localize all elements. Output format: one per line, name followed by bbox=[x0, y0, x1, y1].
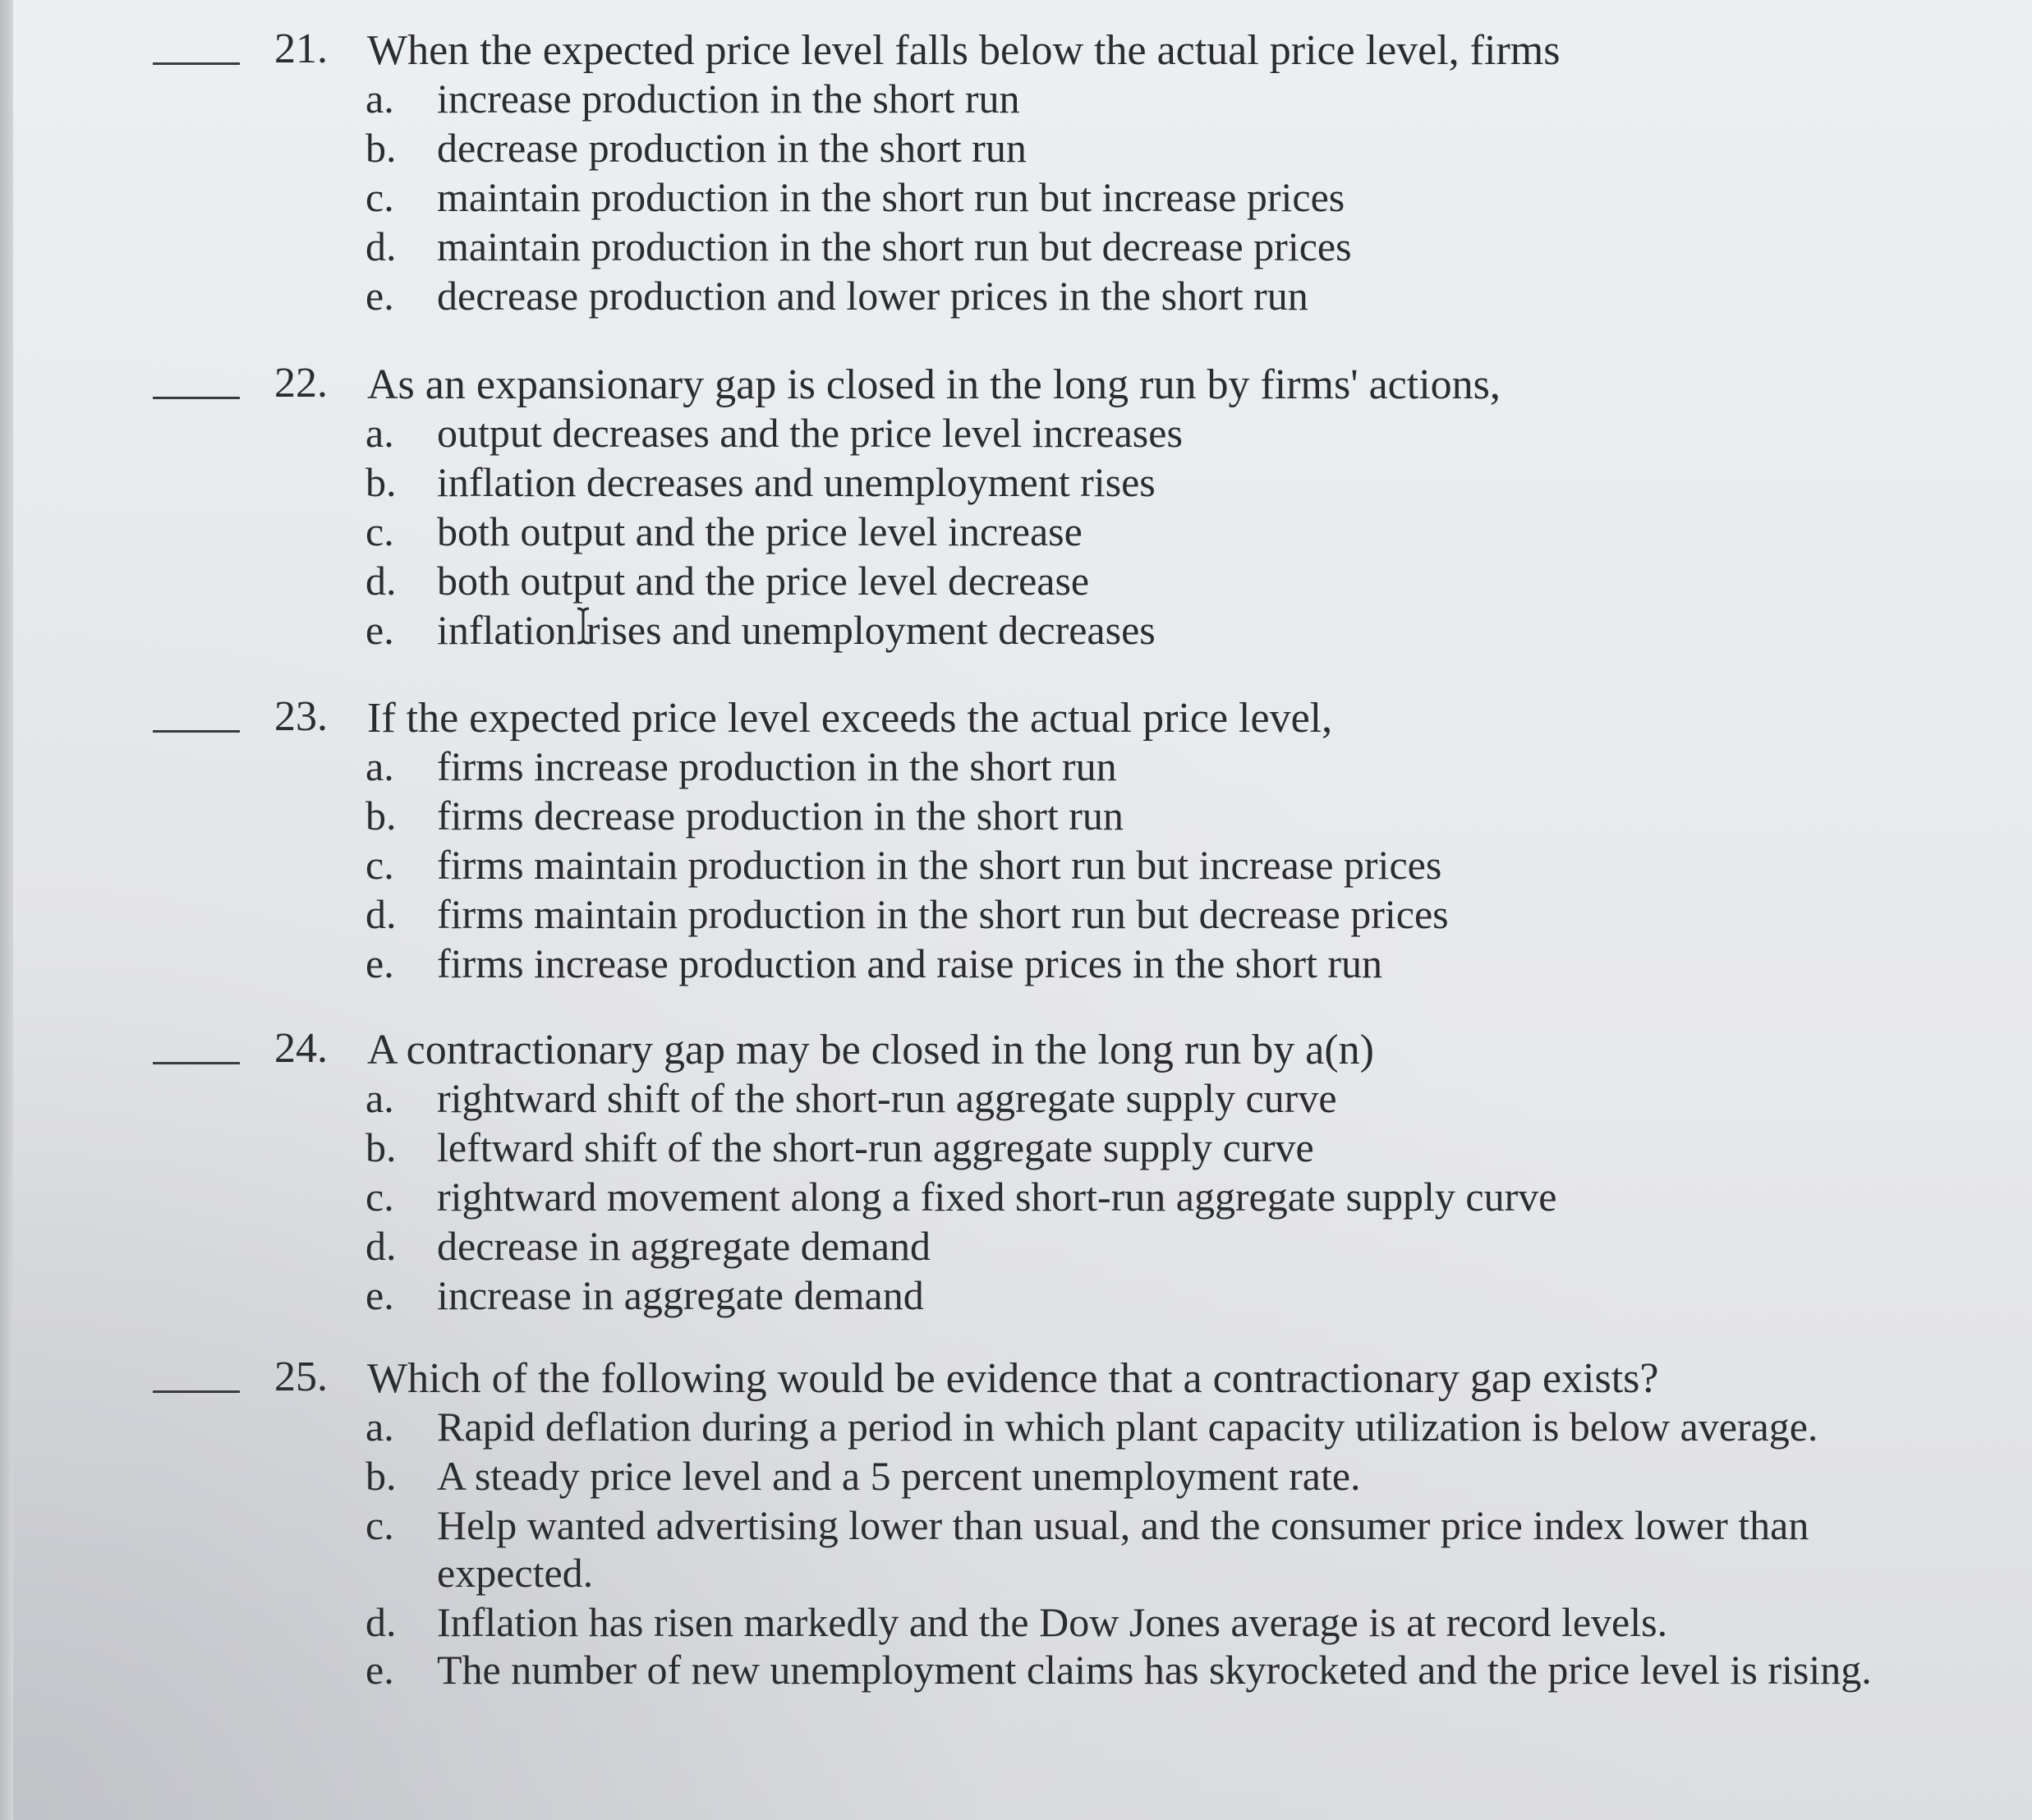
question-text: As an expansionary gap is closed in the long run by firms' actions, bbox=[367, 361, 1501, 408]
option-letter: b. bbox=[365, 1453, 397, 1499]
option-letter: e. bbox=[365, 607, 394, 653]
option-text: inflation rises and unemployment decreases bbox=[437, 607, 1156, 653]
option-letter: a. bbox=[365, 410, 394, 456]
answer-blank-24[interactable] bbox=[153, 1062, 240, 1064]
question-number: 24. bbox=[274, 1025, 328, 1072]
question-number: 21. bbox=[274, 25, 328, 72]
option-letter: a. bbox=[365, 1404, 394, 1450]
option-text: output decreases and the price level increases bbox=[437, 410, 1183, 456]
option-b[interactable] bbox=[0, 123, 2032, 172]
question-number: 22. bbox=[274, 360, 328, 407]
option-d[interactable] bbox=[0, 1597, 2032, 1647]
option-c[interactable] bbox=[0, 172, 2032, 222]
option-text: firms maintain production in the short run but decrease prices bbox=[437, 891, 1449, 937]
question-text: If the expected price level exceeds the actual price level, bbox=[367, 695, 1333, 742]
option-text: A steady price level and a 5 percent unemployment rate. bbox=[437, 1453, 1361, 1499]
option-letter: e. bbox=[365, 1647, 394, 1693]
question-text: Which of the following would be evidence that a contractionary gap exists? bbox=[367, 1355, 1659, 1402]
option-letter: e. bbox=[365, 940, 394, 986]
option-letter: b. bbox=[365, 1124, 397, 1170]
option-d[interactable] bbox=[0, 1221, 2032, 1271]
option-text: both output and the price level increase bbox=[437, 508, 1083, 554]
option-letter: b. bbox=[365, 459, 397, 505]
option-letter: a. bbox=[365, 743, 394, 789]
option-text: decrease production and lower prices in the short run bbox=[437, 273, 1308, 319]
option-letter: d. bbox=[365, 891, 397, 937]
option-e[interactable] bbox=[0, 1271, 2032, 1320]
option-text: increase production in the short run bbox=[437, 76, 1020, 122]
option-letter: d. bbox=[365, 1223, 397, 1269]
option-b[interactable] bbox=[0, 1123, 2032, 1172]
answer-blank-25[interactable] bbox=[153, 1390, 240, 1393]
option-letter: d. bbox=[365, 223, 397, 269]
option-text: decrease production in the short run bbox=[437, 125, 1027, 171]
option-letter: c. bbox=[365, 1174, 394, 1220]
option-b[interactable] bbox=[0, 791, 2032, 840]
option-letter: c. bbox=[365, 508, 394, 554]
option-text: firms increase production in the short run bbox=[437, 743, 1117, 789]
option-a[interactable] bbox=[0, 74, 2032, 123]
option-text: maintain production in the short run but decrease prices bbox=[437, 223, 1352, 269]
question-number: 23. bbox=[274, 693, 328, 740]
answer-blank-22[interactable] bbox=[153, 397, 240, 399]
option-text: Rapid deflation during a period in which plant capacity utilization is below average. bbox=[437, 1404, 1818, 1450]
option-letter: c. bbox=[365, 842, 394, 888]
option-letter: b. bbox=[365, 793, 397, 839]
option-letter: c. bbox=[365, 174, 394, 220]
option-d[interactable] bbox=[0, 556, 2032, 605]
option-letter: d. bbox=[365, 558, 397, 604]
option-c[interactable] bbox=[0, 507, 2032, 556]
option-text: decrease in aggregate demand bbox=[437, 1223, 931, 1269]
option-text: The number of new unemployment claims has skyrocketed and the price level is rising. bbox=[437, 1647, 1872, 1693]
option-letter: a. bbox=[365, 76, 394, 122]
option-b[interactable] bbox=[0, 1451, 2032, 1501]
option-d[interactable] bbox=[0, 889, 2032, 939]
option-e[interactable] bbox=[0, 271, 2032, 320]
option-c[interactable] bbox=[0, 1501, 2032, 1599]
option-letter: d. bbox=[365, 1599, 397, 1645]
option-text: rightward movement along a fixed short-run aggregate supply curve bbox=[437, 1174, 1557, 1220]
option-e[interactable] bbox=[0, 605, 2032, 655]
option-d[interactable] bbox=[0, 222, 2032, 271]
option-text: both output and the price level decrease bbox=[437, 558, 1090, 604]
option-letter: c. bbox=[365, 1502, 394, 1548]
option-a[interactable] bbox=[0, 408, 2032, 457]
option-letter: e. bbox=[365, 1272, 394, 1318]
option-a[interactable] bbox=[0, 1402, 2032, 1451]
option-a[interactable] bbox=[0, 1073, 2032, 1123]
option-letter: a. bbox=[365, 1075, 394, 1121]
option-text: increase in aggregate demand bbox=[437, 1272, 924, 1318]
option-a[interactable] bbox=[0, 742, 2032, 791]
question-text: When the expected price level falls below the actual price level, firms bbox=[367, 27, 1561, 74]
option-text: firms maintain production in the short run but increase prices bbox=[437, 842, 1442, 888]
option-text: inflation decreases and unemployment rises bbox=[437, 459, 1156, 505]
question-text: A contractionary gap may be closed in the long run by a(n) bbox=[367, 1027, 1374, 1073]
option-text: leftward shift of the short-run aggregate supply curve bbox=[437, 1124, 1314, 1170]
option-e[interactable] bbox=[0, 939, 2032, 988]
option-letter: e. bbox=[365, 273, 394, 319]
option-text: Help wanted advertising lower than usual, and the consumer price index lower than bbox=[437, 1502, 1809, 1548]
option-c[interactable] bbox=[0, 840, 2032, 889]
option-text: maintain production in the short run but increase prices bbox=[437, 174, 1345, 220]
option-text: Inflation has risen markedly and the Dow Jones average is at record levels. bbox=[437, 1599, 1668, 1645]
answer-blank-23[interactable] bbox=[153, 730, 240, 733]
option-b[interactable] bbox=[0, 457, 2032, 507]
option-c[interactable] bbox=[0, 1172, 2032, 1221]
option-text-continuation: expected. bbox=[437, 1550, 594, 1596]
option-text: firms increase production and raise prices in the short run bbox=[437, 940, 1383, 986]
text-cursor-icon bbox=[575, 607, 591, 645]
answer-blank-21[interactable] bbox=[153, 62, 240, 65]
option-text: firms decrease production in the short run bbox=[437, 793, 1124, 839]
option-e[interactable] bbox=[0, 1645, 2032, 1694]
question-number: 25. bbox=[274, 1354, 328, 1400]
option-text: rightward shift of the short-run aggregate supply curve bbox=[437, 1075, 1337, 1121]
option-letter: b. bbox=[365, 125, 397, 171]
